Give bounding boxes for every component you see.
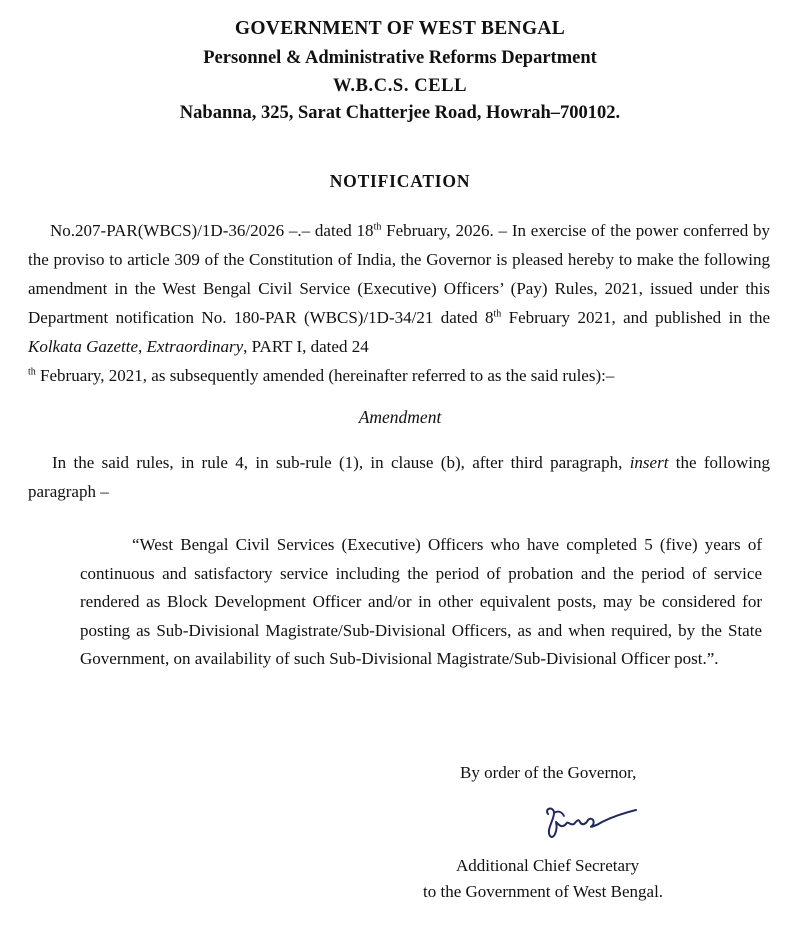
notification-text-d: , PART I, dated 24 bbox=[243, 337, 369, 356]
notification-title: NOTIFICATION bbox=[329, 171, 471, 191]
notification-text-c: February 2021, and published in the bbox=[501, 308, 770, 327]
cell-heading: W.B.C.S. CELL bbox=[332, 76, 468, 96]
amendment-paragraph bbox=[28, 448, 770, 506]
signatory-designation: Additional Chief Secretary bbox=[456, 856, 640, 875]
quoted-paragraph: “West Bengal Civil Services (Executive) Officers who have completed 5 (five) years of continuous and satisfactory service including the period of probation and the period of service rendered as Block Development Officer and/or in other equivalent posts, may be considered for posting as Sub-Divisional Magistrate/Sub-Divisional Officers, as and when required, by the State Government, on availability of such Sub-Divisional Magistrate/Sub-Divisional Officer post.”. bbox=[80, 535, 762, 668]
notification-text-b: February, 2026. – In exercise of the power conferred by the proviso to article 309 of the Constitution of India, the Governor is pleased hereby to make the following amendment in the West Bengal Civil Service (Executive) Officers’ (Pay) Rules, 2021, issued under this Department notification No. 180-PAR (WBCS)/1D-34/21 dated 8 bbox=[28, 221, 770, 327]
notification-paragraph bbox=[28, 216, 770, 390]
signatory-organization: to the Government of West Bengal. bbox=[423, 882, 664, 901]
ordinal-suffix-b: th bbox=[493, 308, 502, 320]
handwritten-signature bbox=[540, 800, 650, 842]
insert-word: insert bbox=[629, 453, 669, 472]
by-order-line: By order of the Governor, bbox=[460, 763, 637, 782]
amendment-heading: Amendment bbox=[358, 407, 442, 427]
ordinal-suffix-c: th bbox=[28, 366, 36, 378]
address-line: Nabanna, 325, Sarat Chatterjee Road, Howrah–700102. bbox=[179, 103, 621, 123]
ordinal-suffix-a: th bbox=[373, 221, 382, 233]
amendment-text-a: In the said rules, in rule 4, in sub-rule (1), in clause (b), after third paragraph, bbox=[52, 453, 630, 472]
amendment-text-b: the following paragraph – bbox=[28, 453, 770, 501]
gazette-name: Kolkata Gazette, Extraordinary bbox=[28, 337, 244, 356]
government-heading: GOVERNMENT OF WEST BENGAL bbox=[234, 18, 566, 39]
notification-text-e: February, 2021, as subsequently amended (hereinafter referred to as the said rules):– bbox=[35, 366, 615, 385]
department-heading: Personnel & Administrative Reforms Department bbox=[203, 48, 597, 68]
notification-text-a: No.207-PAR(WBCS)/1D-36/2026 –.– dated 18 bbox=[50, 221, 374, 240]
